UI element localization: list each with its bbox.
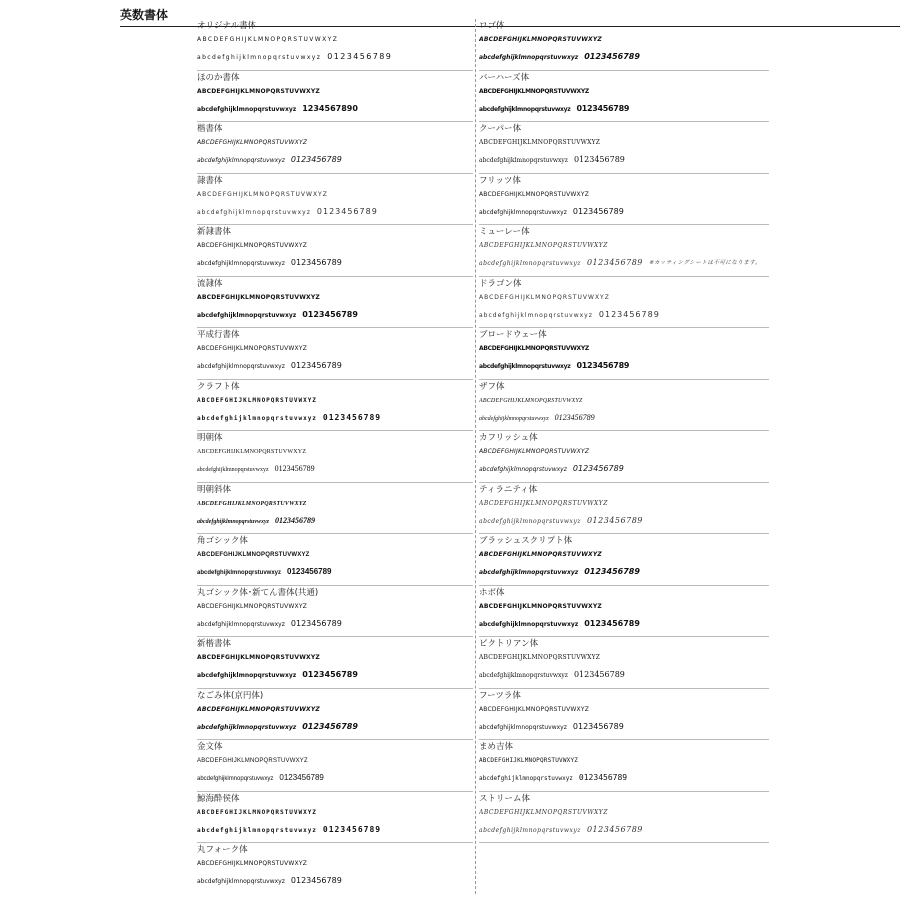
- font-sample-uppercase: ABCDEFGHIJKLMNOPQRSTUVWXYZ: [197, 190, 328, 198]
- font-sample-name: クーパー体: [479, 124, 522, 134]
- font-sample-lower-line: [479, 255, 769, 271]
- font-sample-lower-line: [479, 307, 769, 323]
- font-column-right: [479, 19, 769, 843]
- font-sample-lower-line: [197, 822, 473, 838]
- font-sample-digits: 0123456789: [572, 464, 624, 473]
- font-sample-lower-line: [479, 410, 769, 427]
- font-sample-digits: 0123456789: [322, 824, 382, 834]
- font-sample-lowercase: abcdefghijklmnopqrstuvwxyz: [197, 260, 285, 267]
- font-sample-lowercase: abcdefghijklmnopqrstuvwxyz: [197, 467, 269, 473]
- font-sample: [479, 380, 769, 432]
- font-sample-uppercase: ABCDEFGHIJKLMNOPQRSTUVWXYZ: [197, 758, 308, 764]
- font-sample-lowercase: abcdefghijklmnopqrstuvwxyz: [479, 311, 593, 319]
- font-sample-digits: 0123456789: [598, 309, 660, 319]
- font-sample-digits: 0123456789: [584, 52, 640, 61]
- font-sample-lowercase: abcdefghijklmnopqrstuvwxyz: [479, 54, 579, 61]
- font-sample: [479, 431, 769, 483]
- font-sample-name: 流隷体: [197, 278, 223, 289]
- font-sample-uppercase: ABCDEFGHIJKLMNOPQRSTUVWXYZ: [197, 552, 310, 558]
- font-sample: [479, 586, 769, 638]
- font-sample-lower-line: [197, 49, 473, 65]
- font-sample-lower-line: [197, 255, 473, 271]
- font-sample-name: ティラニティ体: [479, 484, 538, 495]
- font-sample-name: 丸フォーク体: [197, 845, 248, 855]
- font-sample-lower-line: [197, 307, 473, 323]
- font-sample-uppercase: ABCDEFGHIJKLMNOPQRSTUVWXYZ: [479, 190, 590, 198]
- font-sample-name: 隷書体: [197, 175, 223, 186]
- font-sample: [197, 740, 473, 792]
- font-sample-name: クラフト体: [197, 381, 240, 392]
- font-sample: [197, 586, 473, 638]
- font-sample-name: カフリッシュ体: [479, 433, 538, 443]
- font-sample: [479, 792, 769, 844]
- font-sample-uppercase: ABCDEFGHIJKLMNOPQRSTUVWXYZ: [479, 345, 589, 352]
- font-sample-uppercase: ABCDEFGHIJKLMNOPQRSTUVWXYZ: [479, 705, 590, 713]
- font-sample-name: 鯨海酔侯体: [197, 793, 240, 804]
- page-title: 英数書体: [120, 8, 169, 22]
- column-divider: [475, 19, 476, 894]
- font-sample-digits: 0123456789: [290, 155, 342, 164]
- font-sample-lower-line: [479, 101, 769, 117]
- font-sample-name: 新隷書体: [197, 227, 232, 237]
- font-sample-name: ミューレー体: [479, 227, 530, 237]
- font-sample-digits: 0123456789: [275, 515, 316, 525]
- font-sample-lowercase: abcdefghijklmnopqrstuvwxyz: [479, 260, 581, 267]
- font-sample-digits: 0123456789: [578, 773, 628, 782]
- font-sample-lower-line: [479, 667, 769, 683]
- font-sample: [479, 534, 769, 586]
- font-sample-digits: 0123456789: [584, 618, 640, 628]
- font-sample-uppercase: ABCDEFGHIJKLMNOPQRSTUVWXYZ: [197, 449, 307, 455]
- font-sample-name: バーハーズ体: [479, 72, 530, 83]
- font-sample-lowercase: abcdefghijklmnopqrstuvwxyz: [197, 776, 274, 782]
- font-sample-lowercase: abcdefghijklmnopqrstuvwxyz: [197, 672, 297, 679]
- font-sample-uppercase: ABCDEFGHIJKLMNOPQRSTUVWXYZ: [479, 499, 608, 507]
- font-sample-uppercase: ABCDEFGHIJKLMNOPQRSTUVWXYZ: [197, 860, 308, 867]
- font-sample-uppercase: ABCDEFGHIJKLMNOPQRSTUVWXYZ: [479, 551, 602, 558]
- font-sample: [197, 380, 473, 432]
- font-sample-name: ほのか書体: [197, 72, 240, 83]
- font-sample-name: ビクトリアン体: [479, 639, 539, 649]
- font-sample-lowercase: abcdefghijklmnopqrstuvwxyz: [197, 157, 285, 164]
- font-sample-lower-line: [197, 616, 473, 632]
- font-sample-name: ブロードウェー体: [479, 330, 547, 340]
- font-sample-digits: 0123456789: [573, 155, 625, 164]
- font-column-left: [197, 19, 473, 895]
- font-sample-digits: 0123456789: [586, 515, 643, 525]
- font-sample-uppercase: ABCDEFGHIJKLMNOPQRSTUVWXYZ: [479, 397, 583, 404]
- font-sample-lowercase: abcdefghijklmnopqrstuvwxyz: [197, 878, 285, 885]
- font-sample-lower-line: [197, 667, 473, 683]
- font-sample-digits: 0123456789: [290, 258, 342, 267]
- font-sample-digits: 0123456789: [572, 206, 624, 216]
- font-sample-uppercase: ABCDEFGHIJKLMNOPQRSTUVWXYZ: [197, 87, 320, 95]
- font-sample-digits: 0123456789: [327, 52, 393, 61]
- font-sample-lowercase: abcdefghijklmnopqrstuvwxyz: [197, 570, 282, 576]
- font-sample-lowercase: abcdefghijklmnopqrstuvwxyz: [197, 826, 317, 834]
- font-sample-digits: 0123456789: [554, 412, 595, 422]
- font-sample: [479, 174, 769, 226]
- font-sample: [197, 174, 473, 226]
- font-sample-name: フーツラ体: [479, 690, 521, 701]
- font-sample-digits: 0123456789: [576, 103, 630, 113]
- font-sample: [197, 843, 473, 895]
- font-sample-lowercase: abcdefghijklmnopqrstuvwxyz: [479, 826, 581, 834]
- font-sample-uppercase: ABCDEFGHIJKLMNOPQRSTUVWXYZ: [197, 396, 317, 404]
- font-sample-uppercase: ABCDEFGHIJKLMNOPQRSTUVWXYZ: [197, 293, 320, 301]
- font-sample-name: 金文体: [197, 742, 223, 752]
- font-sample: [479, 637, 769, 689]
- font-sample-lowercase: abcdefghijklmnopqrstuvwxyz: [479, 415, 549, 422]
- font-sample-lower-line: [479, 564, 769, 580]
- font-sample-name: 角ゴシック体: [197, 536, 248, 546]
- font-sample-digits: 0123456789: [279, 773, 324, 782]
- font-sample-digits: 0123456789: [302, 721, 358, 731]
- font-sample: [479, 689, 769, 741]
- font-sample: [197, 19, 473, 71]
- font-sample-lowercase: abcdefghijklmnopqrstuvwxyz: [479, 620, 579, 628]
- font-sample: [197, 328, 473, 380]
- font-sample-lower-line: [197, 410, 473, 426]
- font-sample-digits: 0123456789: [290, 618, 342, 628]
- font-sample-name: なごみ体(京円体): [197, 690, 264, 701]
- font-sample-digits: 0123456789: [316, 206, 378, 216]
- font-sample-lowercase: abcdefghijklmnopqrstuvwxyz: [479, 208, 567, 216]
- font-sample-name: 新楷書体: [197, 639, 232, 649]
- font-sample-uppercase: ABCDEFGHIJKLMNOPQRSTUVWXYZ: [479, 87, 589, 95]
- font-sample-lowercase: abcdefghijklmnopqrstuvwxyz: [479, 363, 571, 370]
- font-sample-lower-line: [197, 358, 473, 374]
- font-sample: [479, 483, 769, 535]
- font-sample-uppercase: ABCDEFGHIJKLMNOPQRSTUVWXYZ: [479, 293, 610, 301]
- font-sample-uppercase: ABCDEFGHIJKLMNOPQRSTUVWXYZ: [479, 757, 579, 764]
- font-sample: [479, 277, 769, 329]
- font-sample-name: オリジナル書体: [197, 21, 257, 31]
- font-sample-digits: 0123456789: [287, 567, 332, 576]
- font-sample-lowercase: abcdefghijklmnopqrstuvwxyz: [197, 518, 270, 525]
- font-sample-digits: 0123456789: [302, 309, 358, 319]
- font-sample-uppercase: ABCDEFGHIJKLMNOPQRSTUVWXYZ: [197, 654, 320, 661]
- font-sample-lower-line: [197, 719, 473, 735]
- font-sample-name: フリッツ体: [479, 175, 521, 186]
- font-sample: [479, 19, 769, 71]
- font-sample-note: ※カッティングシートは不可になります。: [648, 260, 761, 266]
- font-sample-lowercase: abcdefghijklmnopqrstuvwxyz: [479, 775, 573, 782]
- font-sample: [479, 122, 769, 174]
- font-sample-digits: 0123456789: [573, 670, 625, 679]
- font-sample: [197, 277, 473, 329]
- font-sample-lowercase: abcdefghijklmnopqrstuvwxyz: [479, 569, 579, 576]
- font-sample-uppercase: ABCDEFGHIJKLMNOPQRSTUVWXYZ: [197, 808, 317, 816]
- font-sample-lower-line: [479, 822, 769, 838]
- font-sample-lower-line: [197, 461, 473, 478]
- font-sample-name: まめ吉体: [479, 742, 514, 752]
- font-sample-lowercase: abcdefghijklmnopqrstuvwxyz: [479, 105, 571, 113]
- font-sample-name: ロゴ体: [479, 21, 505, 31]
- font-sample: [479, 328, 769, 380]
- font-sample-uppercase: ABCDEFGHIJKLMNOPQRSTUVWXYZ: [479, 808, 608, 816]
- font-sample-uppercase: ABCDEFGHIJKLMNOPQRSTUVWXYZ: [479, 602, 602, 610]
- font-sample-lowercase: abcdefghijklmnopqrstuvwxyz: [197, 363, 285, 370]
- font-sample-uppercase: ABCDEFGHIJKLMNOPQRSTUVWXYZ: [197, 139, 308, 146]
- font-sample-name: 明朝体: [197, 433, 223, 443]
- font-sample-uppercase: ABCDEFGHIJKLMNOPQRSTUVWXYZ: [479, 448, 590, 455]
- font-sample-name: 明朝斜体: [197, 484, 232, 495]
- font-sample-lowercase: abcdefghijklmnopqrstuvwxyz: [479, 672, 568, 679]
- font-sample-lowercase: abcdefghijklmnopqrstuvwxyz: [197, 208, 311, 216]
- font-sample-uppercase: ABCDEFGHIJKLMNOPQRSTUVWXYZ: [197, 705, 320, 713]
- font-sample-digits: 0123456789: [584, 567, 640, 576]
- font-sample-digits: 0123456789: [576, 361, 630, 370]
- font-sample-uppercase: ABCDEFGHIJKLMNOPQRSTUVWXYZ: [479, 654, 601, 661]
- font-sample-lower-line: [197, 770, 473, 787]
- font-sample-lower-line: [479, 358, 769, 374]
- font-sample-uppercase: ABCDEFGHIJKLMNOPQRSTUVWXYZ: [197, 345, 308, 352]
- font-sample-digits: 0123456789: [274, 464, 315, 473]
- font-sample-name: ドラゴン体: [479, 278, 522, 289]
- font-sample-uppercase: ABCDEFGHIJKLMNOPQRSTUVWXYZ: [197, 36, 339, 43]
- font-sample-digits: 0123456789: [586, 824, 643, 834]
- font-sample-uppercase: ABCDEFGHIJKLMNOPQRSTUVWXYZ: [197, 500, 307, 507]
- font-sample-uppercase: ABCDEFGHIJKLMNOPQRSTUVWXYZ: [197, 602, 308, 610]
- font-sample-lower-line: [479, 204, 769, 220]
- font-sample: [197, 71, 473, 123]
- font-sample: [197, 637, 473, 689]
- font-sample-name: 平成行書体: [197, 330, 240, 340]
- font-sample: [197, 792, 473, 844]
- font-sample: [197, 483, 473, 535]
- font-sample-lowercase: abcdefghijklmnopqrstuvwxyz: [479, 466, 567, 473]
- font-sample-lower-line: [479, 152, 769, 168]
- font-sample-digits: 0123456789: [302, 670, 358, 679]
- font-sample-lowercase: abcdefghijklmnopqrstuvwxyz: [197, 105, 297, 113]
- font-sample: [197, 431, 473, 483]
- font-sample-lower-line: [197, 152, 473, 168]
- font-sample-uppercase: ABCDEFGHIJKLMNOPQRSTUVWXYZ: [479, 36, 602, 43]
- font-sample-name: ホボ体: [479, 587, 505, 598]
- font-sample: [479, 71, 769, 123]
- font-sample-lowercase: abcdefghijklmnopqrstuvwxyz: [197, 414, 317, 422]
- font-sample-lower-line: [197, 873, 473, 889]
- font-sample-uppercase: ABCDEFGHIJKLMNOPQRSTUVWXYZ: [197, 242, 308, 249]
- font-sample-digits: 0123456789: [572, 721, 624, 731]
- font-sample-digits: 0123456789: [290, 361, 342, 370]
- font-sample-lower-line: [479, 513, 769, 529]
- font-sample-name: 丸ゴシック体･新てん書体(共通): [197, 587, 319, 598]
- font-sample-lowercase: abcdefghijklmnopqrstuvwxyz: [479, 157, 568, 164]
- font-sample-lower-line: [479, 616, 769, 632]
- font-sample: [197, 225, 473, 277]
- font-sample-lower-line: [197, 101, 473, 117]
- font-sample-digits: 0123456789: [290, 876, 342, 885]
- font-sample-name: 楷書体: [197, 124, 223, 134]
- font-sample: [197, 534, 473, 586]
- font-sample-lower-line: [197, 513, 473, 530]
- font-sample: [479, 225, 769, 277]
- font-sample-uppercase: ABCDEFGHIJKLMNOPQRSTUVWXYZ: [479, 242, 608, 249]
- font-sample-lowercase: abcdefghijklmnopqrstuvwxyz: [479, 723, 567, 731]
- font-sample-lower-line: [479, 461, 769, 477]
- font-sample-digits: 1234567890: [302, 103, 358, 113]
- font-sample-lower-line: [479, 719, 769, 735]
- font-sample-lowercase: abcdefghijklmnopqrstuvwxyz: [197, 723, 297, 731]
- font-sample-digits: 0123456789: [586, 258, 643, 267]
- font-sample: [479, 740, 769, 792]
- font-sample-uppercase: ABCDEFGHIJKLMNOPQRSTUVWXYZ: [479, 139, 601, 146]
- font-sample-lowercase: abcdefghijklmnopqrstuvwxyz: [197, 620, 285, 628]
- font-sample-lower-line: [197, 204, 473, 220]
- font-sample-name: ブラッシュスクリプト体: [479, 536, 573, 546]
- font-sample: [197, 122, 473, 174]
- font-sample-lower-line: [197, 564, 473, 581]
- font-sample-lower-line: [479, 49, 769, 65]
- font-sample: [197, 689, 473, 741]
- font-sample-lower-line: [479, 770, 769, 786]
- font-sample-lowercase: abcdefghijklmnopqrstuvwxyz: [479, 517, 581, 525]
- font-sample-digits: 0123456789: [322, 412, 382, 422]
- font-sample-name: ストリーム体: [479, 793, 531, 804]
- font-sample-name: ザフ体: [479, 381, 505, 392]
- font-sample-lowercase: abcdefghijklmnopqrstuvwxyz: [197, 311, 297, 319]
- font-sample-lowercase: abcdefghijklmnopqrstuvwxyz: [197, 54, 322, 61]
